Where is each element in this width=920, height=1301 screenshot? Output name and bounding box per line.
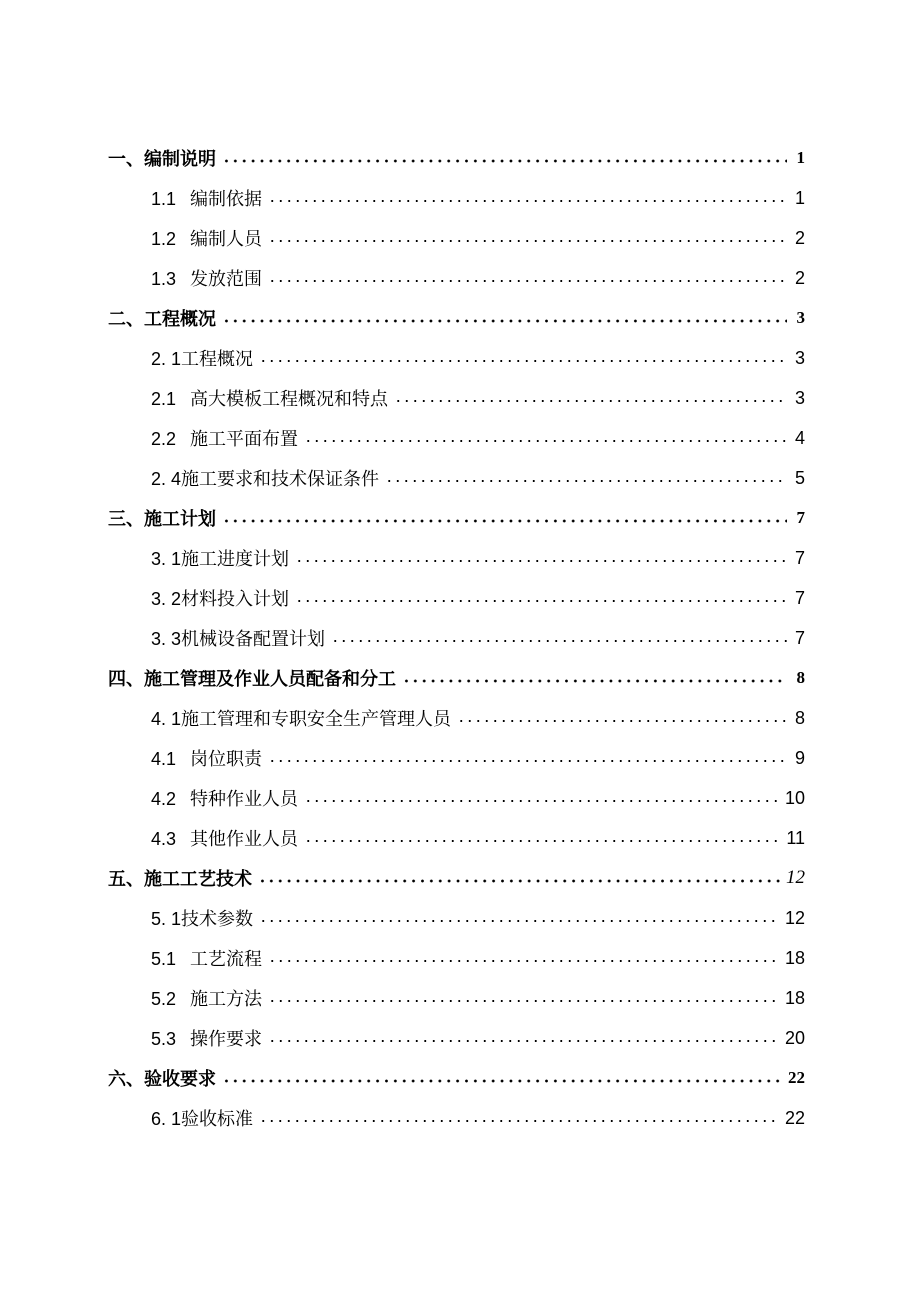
toc-entry-label bbox=[108, 305, 216, 331]
dot-leader bbox=[222, 319, 787, 323]
toc-entry-page-number: 18 bbox=[784, 987, 805, 1008]
dot-leader bbox=[304, 799, 779, 803]
toc-entry-label bbox=[108, 1065, 216, 1091]
toc-entry-number: 1.1 bbox=[151, 189, 177, 209]
toc-entry-page-number: 18 bbox=[784, 947, 805, 968]
toc-entry-page-number: 22 bbox=[784, 1107, 805, 1128]
toc-entry-number: 3. 1 bbox=[151, 549, 182, 569]
toc-entry-number: 1.3 bbox=[151, 269, 177, 289]
toc-entry-number: 4.3 bbox=[151, 829, 177, 849]
toc-entry-number: 2.2 bbox=[151, 429, 177, 449]
toc-entry-page-number: 2 bbox=[794, 227, 805, 248]
toc-entry-title: 三、施工计划 bbox=[108, 509, 216, 530]
toc-section-entry[interactable] bbox=[0, 258, 920, 298]
toc-entry-number: 2. 1 bbox=[151, 349, 182, 369]
dot-leader bbox=[304, 839, 780, 843]
toc-entry-title: 机械设备配置计划 bbox=[181, 629, 326, 650]
toc-entry-page-number: 1 bbox=[794, 187, 805, 208]
toc-entry-title: 操作要求 bbox=[190, 1029, 263, 1050]
toc-entry-label bbox=[151, 1025, 262, 1051]
toc-entry-label bbox=[108, 145, 216, 171]
toc-entry-label bbox=[151, 385, 388, 411]
toc-entry-title: 岗位职责 bbox=[190, 749, 263, 770]
toc-section-entry[interactable] bbox=[0, 618, 920, 658]
toc-entry-title: 高大模板工程概况和特点 bbox=[190, 389, 389, 410]
toc-section-entry[interactable] bbox=[0, 458, 920, 498]
toc-section-entry[interactable] bbox=[0, 898, 920, 938]
toc-entry-label bbox=[151, 945, 262, 971]
toc-section-entry[interactable] bbox=[0, 218, 920, 258]
toc-entry-title: 工艺流程 bbox=[190, 949, 263, 970]
toc-section-entry[interactable] bbox=[0, 418, 920, 458]
toc-chapter-entry[interactable] bbox=[0, 298, 920, 338]
toc-section-entry[interactable] bbox=[0, 978, 920, 1018]
dot-leader bbox=[258, 879, 780, 883]
toc-entry-number: 4. 1 bbox=[151, 709, 182, 729]
toc-entry-title: 工程概况 bbox=[181, 349, 254, 370]
toc-entry-page-number: 5 bbox=[794, 467, 805, 488]
dot-leader bbox=[295, 599, 787, 603]
toc-entry-title: 一、编制说明 bbox=[108, 149, 216, 170]
toc-entry-label bbox=[151, 345, 253, 371]
dot-leader bbox=[268, 759, 787, 763]
toc-entry-page-number: 3 bbox=[794, 387, 805, 408]
toc-entry-page-number: 3 bbox=[794, 347, 805, 368]
toc-entry-page-number: 11 bbox=[786, 827, 805, 848]
toc-entry-number: 3. 2 bbox=[151, 589, 182, 609]
toc-entry-title: 技术参数 bbox=[181, 909, 254, 930]
toc-entry-number: 4.1 bbox=[151, 749, 177, 769]
toc-entry-number: 5.1 bbox=[151, 949, 177, 969]
toc-section-entry[interactable] bbox=[0, 338, 920, 378]
toc-entry-label bbox=[108, 665, 396, 691]
toc-entry-page-number: 7 bbox=[794, 627, 805, 648]
toc-entry-title: 特种作业人员 bbox=[190, 789, 299, 810]
toc-entry-title: 施工进度计划 bbox=[181, 549, 290, 570]
toc-entry-title: 六、验收要求 bbox=[108, 1069, 216, 1090]
dot-leader bbox=[394, 399, 787, 403]
toc-section-entry[interactable] bbox=[0, 698, 920, 738]
dot-leader bbox=[268, 239, 787, 243]
toc-entry-number: 3. 3 bbox=[151, 629, 182, 649]
toc-entry-number: 2.1 bbox=[151, 389, 177, 409]
toc-entry-page-number: 3 bbox=[796, 308, 805, 327]
toc-entry-label bbox=[151, 905, 253, 931]
toc-entry-page-number: 4 bbox=[794, 427, 805, 448]
toc-entry-number: 5.3 bbox=[151, 1029, 177, 1049]
toc-entry-page-number: 7 bbox=[794, 587, 805, 608]
toc-entry-page-number: 12 bbox=[784, 907, 805, 928]
toc-entry-number: 6. 1 bbox=[151, 1109, 182, 1129]
toc-chapter-entry[interactable] bbox=[0, 1058, 920, 1098]
toc-section-entry[interactable] bbox=[0, 378, 920, 418]
toc-entry-page-number: 9 bbox=[794, 747, 805, 768]
toc-entry-label bbox=[151, 545, 289, 571]
toc-entry-number: 5. 1 bbox=[151, 909, 182, 929]
toc-entry-title: 二、工程概况 bbox=[108, 309, 216, 330]
dot-leader bbox=[259, 919, 779, 923]
toc-entry-page-number: 7 bbox=[794, 547, 805, 568]
dot-leader bbox=[268, 999, 779, 1003]
toc-entry-page-number: 2 bbox=[794, 267, 805, 288]
toc-section-entry[interactable] bbox=[0, 778, 920, 818]
toc-entry-page-number: 8 bbox=[794, 707, 805, 728]
toc-section-entry[interactable] bbox=[0, 538, 920, 578]
toc-section-entry[interactable] bbox=[0, 1018, 920, 1058]
toc-entry-label bbox=[151, 985, 262, 1011]
toc-chapter-entry[interactable] bbox=[0, 858, 920, 898]
toc-entry-title: 施工方法 bbox=[190, 989, 263, 1010]
toc-entry-title: 发放范围 bbox=[190, 269, 263, 290]
toc-entry-label bbox=[151, 425, 298, 451]
toc-entry-label bbox=[151, 625, 325, 651]
dot-leader bbox=[268, 1039, 779, 1043]
dot-leader bbox=[222, 159, 787, 163]
toc-section-entry[interactable] bbox=[0, 818, 920, 858]
toc-entry-label bbox=[108, 865, 252, 891]
dot-leader bbox=[331, 639, 787, 643]
dot-leader bbox=[385, 479, 787, 483]
toc-entry-number: 5.2 bbox=[151, 989, 177, 1009]
toc-entry-title: 其他作业人员 bbox=[190, 829, 299, 850]
dot-leader bbox=[259, 1119, 779, 1123]
toc-section-entry[interactable] bbox=[0, 938, 920, 978]
dot-leader bbox=[402, 679, 787, 683]
toc-entry-label bbox=[151, 185, 262, 211]
dot-leader bbox=[295, 559, 787, 563]
toc-entry-label bbox=[151, 465, 379, 491]
toc-entry-page-number: 12 bbox=[786, 867, 805, 888]
dot-leader bbox=[222, 1079, 782, 1083]
dot-leader bbox=[268, 199, 787, 203]
dot-leader bbox=[222, 519, 787, 523]
toc-entry-label bbox=[151, 825, 298, 851]
toc-section-entry[interactable] bbox=[0, 178, 920, 218]
dot-leader bbox=[268, 279, 787, 283]
toc-section-entry[interactable] bbox=[0, 738, 920, 778]
toc-entry-page-number: 7 bbox=[796, 508, 805, 527]
toc-section-entry[interactable] bbox=[0, 578, 920, 618]
toc-entry-label bbox=[151, 265, 262, 291]
toc-entry-label bbox=[151, 225, 262, 251]
toc-entry-title: 施工要求和技术保证条件 bbox=[181, 469, 380, 490]
dot-leader bbox=[457, 719, 787, 723]
toc-entry-page-number: 20 bbox=[784, 1027, 805, 1048]
toc-entry-number: 4.2 bbox=[151, 789, 177, 809]
toc-entry-label bbox=[108, 505, 216, 531]
toc-section-entry[interactable] bbox=[0, 1098, 920, 1138]
toc-entry-label bbox=[151, 745, 262, 771]
toc-entry-page-number: 22 bbox=[788, 1068, 805, 1087]
dot-leader bbox=[259, 359, 787, 363]
toc-entry-title: 施工平面布置 bbox=[190, 429, 299, 450]
toc-entry-title: 四、施工管理及作业人员配备和分工 bbox=[108, 669, 396, 690]
table-of-contents bbox=[0, 138, 920, 1138]
toc-entry-page-number: 8 bbox=[796, 668, 805, 687]
toc-entry-label bbox=[151, 585, 289, 611]
toc-entry-title: 验收标准 bbox=[181, 1109, 254, 1130]
toc-entry-title: 五、施工工艺技术 bbox=[108, 869, 252, 890]
dot-leader bbox=[268, 959, 779, 963]
toc-entry-label bbox=[151, 705, 451, 731]
toc-entry-label bbox=[151, 785, 298, 811]
toc-entry-number: 2. 4 bbox=[151, 469, 182, 489]
toc-chapter-entry[interactable] bbox=[0, 658, 920, 698]
toc-entry-title: 施工管理和专职安全生产管理人员 bbox=[181, 709, 452, 730]
dot-leader bbox=[304, 439, 787, 443]
toc-entry-number: 1.2 bbox=[151, 229, 177, 249]
toc-chapter-entry[interactable] bbox=[0, 498, 920, 538]
toc-entry-title: 编制依据 bbox=[190, 189, 263, 210]
toc-entry-page-number: 1 bbox=[796, 148, 805, 167]
toc-entry-label bbox=[151, 1105, 253, 1131]
toc-chapter-entry[interactable] bbox=[0, 138, 920, 178]
toc-entry-title: 材料投入计划 bbox=[181, 589, 290, 610]
toc-entry-title: 编制人员 bbox=[190, 229, 263, 250]
toc-entry-page-number: 10 bbox=[784, 787, 805, 808]
